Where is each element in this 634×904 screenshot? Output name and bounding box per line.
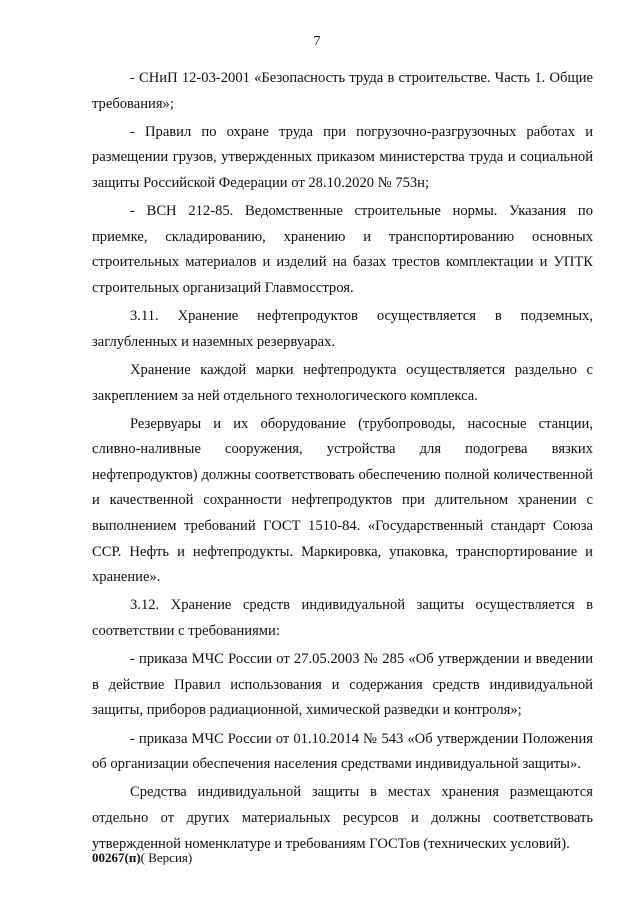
document-version-label: ( Версия) (140, 850, 193, 865)
paragraph-vsn-reference: - ВСН 212-85. Ведомственные строительные нормы. Указания по приемке, складированию, хранению и транспортированию основных строительных материалов и изделий на базах трестов комплектации и УПТК строительных организаций Главмосстроя. (92, 203, 593, 296)
document-footer (92, 850, 192, 866)
paragraph-order-543: - приказа МЧС России от 01.10.2014 № 543 «Об утверждении Положения об организации обеспечения населения средствами индивидуальной защиты». (92, 730, 593, 773)
paragraph-ppe-placement: Средства индивидуальной защиты в местах хранения размещаются отдельно от других материальных ресурсов и должны соответствовать утвержденной номенклатуре и требованиям ГОСТов (технических условий). (92, 784, 593, 852)
paragraph-order-285: - приказа МЧС России от 27.05.2003 № 285 «Об утверждении и введении в действие Правил использования и содержания средств индивидуальной защиты, приборов радиационной, химической разведки и контроля»; (92, 651, 593, 719)
document-code: 00267(п) (92, 850, 141, 865)
page-number: 7 (313, 34, 321, 49)
document-body (92, 66, 593, 857)
paragraph-snip-reference: - СНиП 12-03-2001 «Безопасность труда в строительстве. Часть 1. Общие требования»; (92, 70, 593, 112)
paragraph-labor-rules-reference: - Правил по охране труда при погрузочно-разгрузочных работах и размещении грузов, утвержденных приказом министерства труда и социальной защиты Российской Федерации от 28.10.2020 № 753н; (92, 123, 593, 191)
paragraph-reservoirs: Резервуары и их оборудование (трубопроводы, насосные станции, сливно-наливные сооружения, устройства для подогрева вязких нефтепродуктов) должны соответствовать обеспечению полной количественной и качественной сохранности нефтепродуктов при длительном хранении с выполнением требований ГОСТ 1510-84. «Государственный стандарт Союза ССР. Нефть и нефтепродукты. Маркировка, упаковка, транспортирование и хранение». (92, 415, 593, 586)
paragraph-separate-storage: Хранение каждой марки нефтепродукта осуществляется раздельно с закреплением за ней отдельного технологического комплекса. (92, 361, 593, 404)
paragraph-3-12: 3.12. Хранение средств индивидуальной защиты осуществляется в соответствии с требованиями: (92, 597, 593, 640)
paragraph-3-11: 3.11. Хранение нефтепродуктов осуществляется в подземных, заглубленных и наземных резервуарах. (92, 308, 593, 350)
